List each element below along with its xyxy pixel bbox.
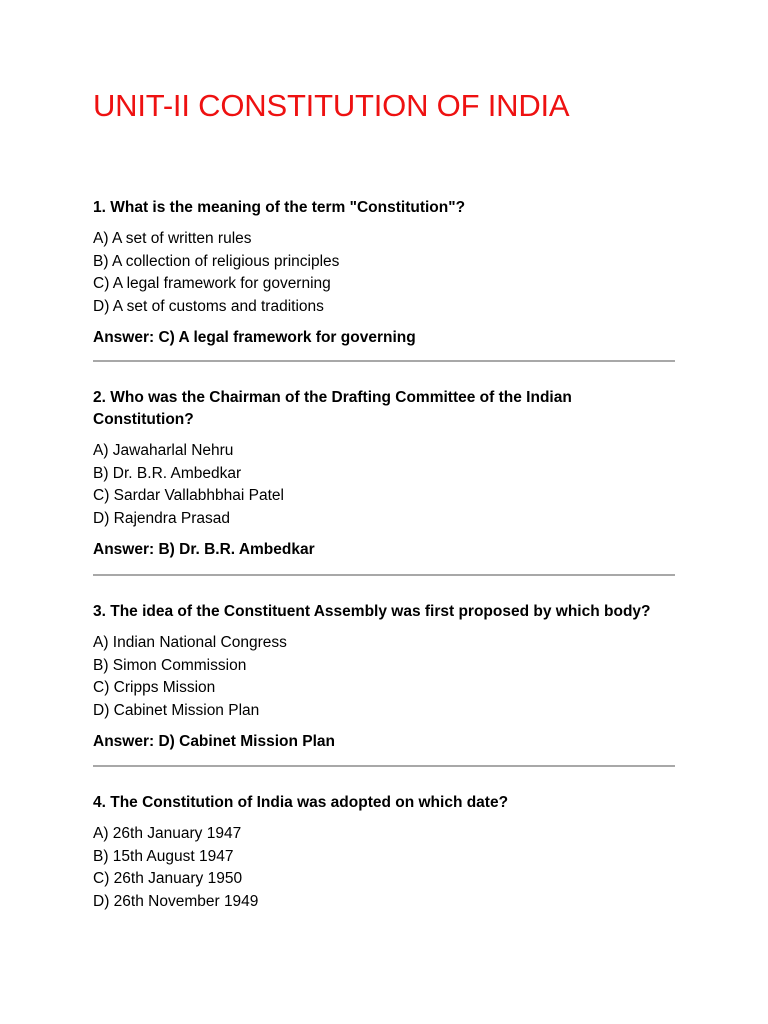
option-item: C) 26th January 1950 bbox=[93, 870, 243, 887]
option-item: D) A set of customs and traditions bbox=[93, 297, 324, 315]
option-item: C) Cripps Mission bbox=[93, 679, 216, 696]
page-title: UNIT-II CONSTITUTION OF INDIA bbox=[93, 88, 570, 123]
option-item: C) Sardar Vallabhbhai Patel bbox=[93, 487, 284, 504]
option-item: A) 26th January 1947 bbox=[93, 825, 242, 842]
option-item: A) A set of written rules bbox=[93, 230, 252, 247]
divider bbox=[93, 360, 675, 362]
option-item: B) Dr. B.R. Ambedkar bbox=[93, 464, 242, 482]
option-item: D) Rajendra Prasad bbox=[93, 509, 230, 527]
question-block-1 bbox=[93, 197, 675, 349]
divider bbox=[93, 765, 675, 767]
option-item: C) A legal framework for governing bbox=[93, 275, 331, 292]
divider bbox=[93, 574, 675, 576]
question-text: 3. The idea of the Constituent Assembly was first proposed by which body? bbox=[93, 603, 651, 620]
answer-text: Answer: C) A legal framework for governing bbox=[93, 329, 416, 346]
option-item: B) A collection of religious principles bbox=[93, 252, 340, 270]
question-block-4 bbox=[93, 792, 675, 913]
options-list bbox=[93, 440, 675, 530]
options-list bbox=[93, 632, 675, 722]
option-item: D) Cabinet Mission Plan bbox=[93, 701, 260, 719]
options-list bbox=[93, 228, 675, 318]
question-text: 2. Who was the Chairman of the Drafting Committee of the Indian Constitution? bbox=[93, 389, 572, 428]
options-list bbox=[93, 823, 675, 913]
answer-text: Answer: D) Cabinet Mission Plan bbox=[93, 733, 336, 750]
question-block-2 bbox=[93, 387, 675, 561]
question-text: 4. The Constitution of India was adopted on which date? bbox=[93, 794, 509, 811]
question-text: 1. What is the meaning of the term "Constitution"? bbox=[93, 199, 466, 216]
option-item: D) 26th November 1949 bbox=[93, 892, 259, 910]
answer-text: Answer: B) Dr. B.R. Ambedkar bbox=[93, 541, 315, 558]
question-block-3 bbox=[93, 601, 675, 753]
option-item: A) Jawaharlal Nehru bbox=[93, 442, 234, 459]
option-item: B) 15th August 1947 bbox=[93, 847, 234, 865]
option-item: B) Simon Commission bbox=[93, 656, 247, 674]
option-item: A) Indian National Congress bbox=[93, 634, 287, 651]
